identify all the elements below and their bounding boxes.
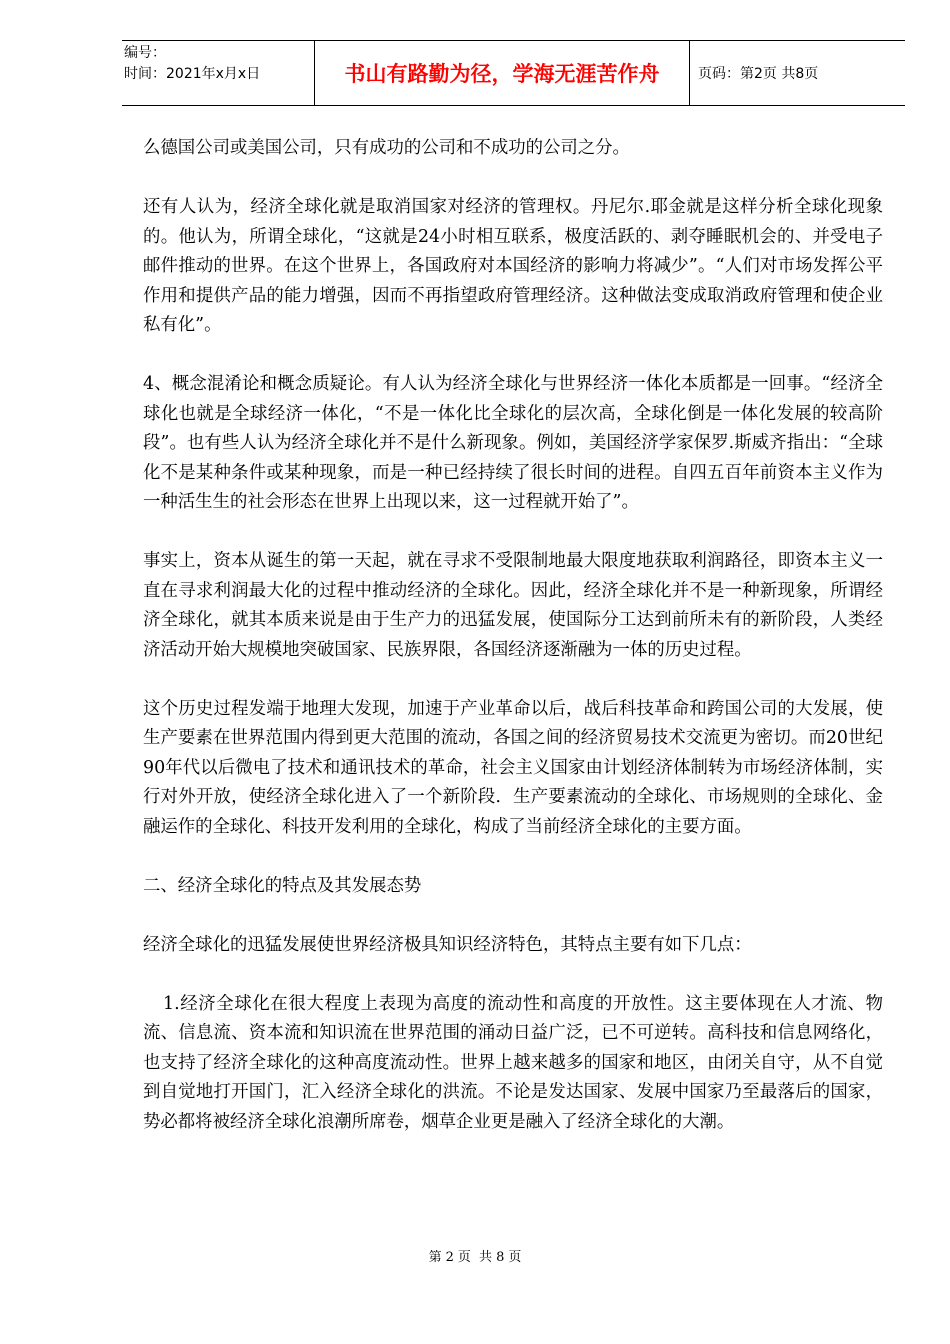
- footer-suffix: 页: [508, 1250, 522, 1265]
- footer-prefix: 第: [428, 1250, 442, 1265]
- paragraph: 还有人认为，经济全球化就是取消国家对经济的管理权。丹尼尔.耶金就是这样分析全球化现象的。他认为，所谓全球化，“这就是24小时相互联系，极度活跃的、剥夺睡眠机会的、并受电子邮件推动的世界。在这个世界上，各国政府对本国经济的影响力将减少”。“人们对市场发挥公平作用和提供产品的能力增强，因而不再指望政府管理经济。这种做法变成取消政府管理和使企业私有化”。: [143, 197, 883, 335]
- paragraph: 么德国公司或美国公司，只有成功的公司和不成功的公司之分。: [143, 138, 630, 158]
- header-page-info: 页码：第2页 共8页: [698, 66, 819, 82]
- page-header: [122, 40, 905, 106]
- footer-middle: 页 共: [457, 1250, 493, 1265]
- footer-total-pages: 8: [496, 1250, 505, 1265]
- paragraph: 这个历史过程发端于地理大发现，加速于产业革命以后，战后科技革命和跨国公司的大发展，使生产要素在世界范围内得到更大范围的流动，各国之间的经济贸易技术交流更为密切。而20世纪90年代以后微电了技术和通讯技术的革命，社会主义国家由计划经济体制转为市场经济体制，实行对外开放，使经济全球化进入了一个新阶段．生产要素流动的全球化、市场规则的全球化、金融运作的全球化、科技开发利用的全球化，构成了当前经济全球化的主要方面。: [143, 698, 883, 837]
- time-label: 时间：2021年x月x日: [124, 66, 261, 82]
- header-motto: 书山有路勤为径，学海无涯苦作舟: [315, 41, 690, 105]
- header-meta: [122, 41, 315, 105]
- page-footer: [0, 1246, 950, 1265]
- section-heading: 二、经济全球化的特点及其发展态势: [143, 875, 422, 896]
- paragraph: 4、概念混淆论和概念质疑论。有人认为经济全球化与世界经济一体化本质都是一回事。“经济全球化也就是全球经济一体化，“不是一体化比全球化的层次高，全球化倒是一体化发展的较高阶段”。也有些人认为经济全球化并不是什么新现象。例如，美国经济学家保罗.斯威齐指出：“全球化不是某种条件或某种现象，而是一种已经持续了很长时间的进程。自四五百年前资本主义作为一种活生生的社会形态在世界上出现以来，这一过程就开始了”。: [143, 374, 883, 512]
- number-label: 编号：: [124, 45, 166, 61]
- paragraph: 事实上，资本从诞生的第一天起，就在寻求不受限制地最大限度地获取利润路径，即资本主义一直在寻求利润最大化的过程中推动经济的全球化。因此，经济全球化并不是一种新现象，所谓经济全球化，就其本质来说是由于生产力的迅猛发展，使国际分工达到前所未有的新阶段，人类经济活动开始大规模地突破国家、民族界限，各国经济逐渐融为一体的历史过程。: [143, 551, 883, 660]
- footer-page-number: 2: [445, 1250, 454, 1265]
- paragraph: 经济全球化的迅猛发展使世界经济极具知识经济特色，其特点主要有如下几点：: [143, 934, 752, 955]
- list-item: 1.经济全球化在很大程度上表现为高度的流动性和高度的开放性。这主要体现在人才流、物流、信息流、资本流和知识流在世界范围的涌动日益广泛，已不可逆转。高科技和信息网络化，也支持了经济全球化的这种高度流动性。世界上越来越多的国家和地区，由闭关自守，从不自觉到自觉地打开国门，汇入经济全球化的洪流。不论是发达国家、发展中国家乃至最落后的国家，势必都将被经济全球化浪潮所席卷，烟草企业更是融入了经济全球化的大潮。: [143, 993, 883, 1132]
- document-body: [143, 134, 883, 1167]
